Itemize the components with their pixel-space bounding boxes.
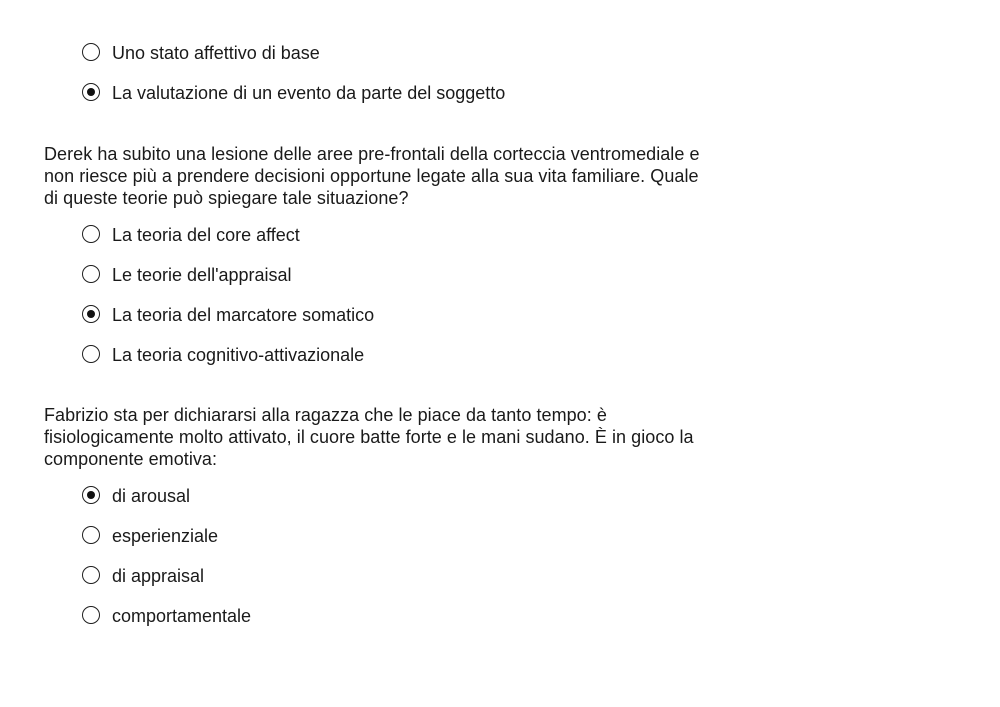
answer-option[interactable] — [44, 33, 744, 73]
answer-option-label: Uno stato affettivo di base — [112, 43, 320, 63]
answer-option-label: La valutazione di un evento da parte del soggetto — [112, 83, 506, 103]
answer-option-label: La teoria del core affect — [112, 225, 300, 245]
question-3 — [44, 404, 744, 636]
answer-option-label: esperienziale — [112, 526, 219, 546]
answer-option-label: Le teorie dell'appraisal — [112, 265, 292, 285]
radio-button[interactable] — [82, 43, 100, 61]
question-text-line: non riesce più a prendere decisioni opportune legate alla sua vita familiare. Quale — [44, 166, 699, 186]
question-3-options — [44, 476, 744, 636]
radio-button[interactable] — [82, 486, 100, 504]
radio-button[interactable] — [82, 305, 100, 323]
radio-button[interactable] — [82, 606, 100, 624]
question-1 — [44, 33, 744, 113]
question-text-line: di queste teorie può spiegare tale situazione? — [44, 188, 409, 208]
answer-option[interactable] — [44, 476, 744, 516]
question-text-line: fisiologicamente molto attivato, il cuore batte forte e le mani sudano. È in gioco la — [44, 427, 694, 447]
question-text — [44, 404, 744, 470]
answer-option-label: di arousal — [112, 486, 191, 506]
question-text-line: Derek ha subito una lesione delle aree pre-frontali della corteccia ventromediale e — [44, 144, 700, 164]
answer-option[interactable] — [44, 215, 744, 255]
radio-button[interactable] — [82, 526, 100, 544]
answer-option-label: La teoria del marcatore somatico — [112, 305, 375, 325]
radio-button[interactable] — [82, 225, 100, 243]
question-2-options — [44, 215, 744, 375]
question-text — [44, 143, 744, 209]
question-text-line: Fabrizio sta per dichiararsi alla ragazza che le piace da tanto tempo: è — [44, 405, 607, 425]
answer-option-label: di appraisal — [112, 566, 205, 586]
answer-option[interactable] — [44, 295, 744, 335]
answer-option[interactable] — [44, 73, 744, 113]
answer-option[interactable] — [44, 255, 744, 295]
answer-option[interactable] — [44, 556, 744, 596]
question-2 — [44, 143, 744, 375]
question-text-line: componente emotiva: — [44, 449, 218, 469]
answer-option-label: comportamentale — [112, 606, 252, 626]
radio-button[interactable] — [82, 345, 100, 363]
radio-button[interactable] — [82, 265, 100, 283]
answer-option[interactable] — [44, 516, 744, 556]
radio-button[interactable] — [82, 566, 100, 584]
answer-option-label: La teoria cognitivo-attivazionale — [112, 345, 365, 365]
radio-button[interactable] — [82, 83, 100, 101]
question-1-options — [44, 33, 744, 113]
answer-option[interactable] — [44, 335, 744, 375]
answer-option[interactable] — [44, 596, 744, 636]
